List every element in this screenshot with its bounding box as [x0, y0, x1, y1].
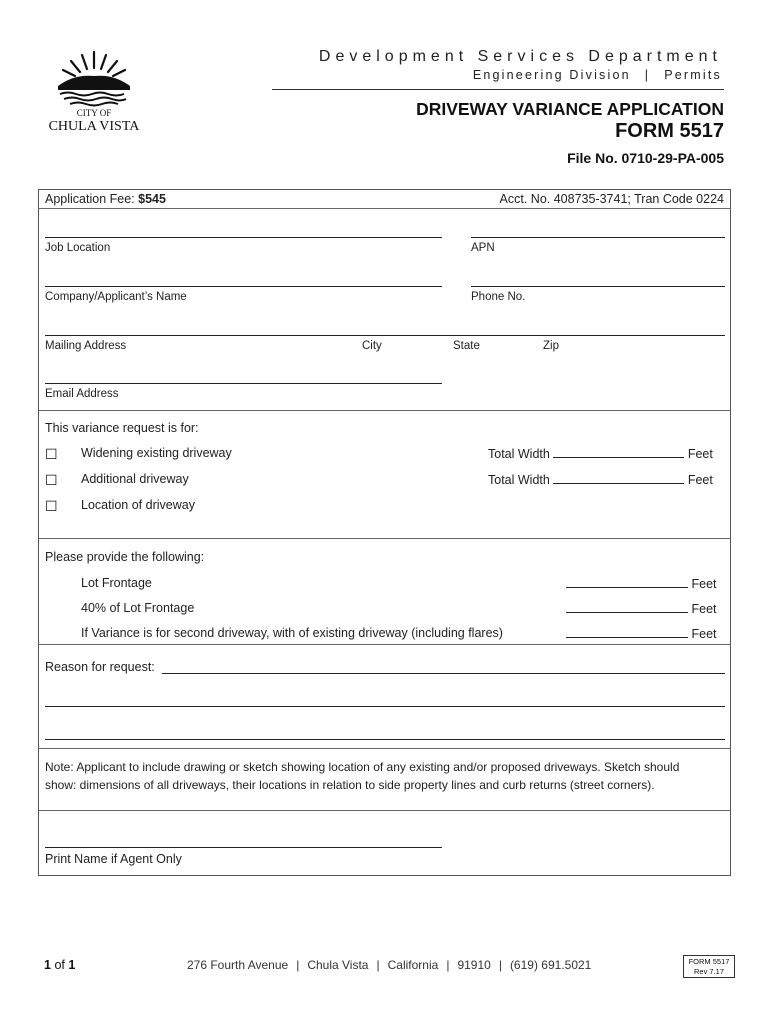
department-name: Development Services Department	[318, 48, 722, 65]
email-label: Email Address	[45, 388, 119, 400]
additional-label: Additional driveway	[81, 472, 189, 486]
forty-percent-label: 40% of Lot Frontage	[81, 601, 195, 615]
reason-label: Reason for request:	[45, 660, 155, 674]
widening-checkbox[interactable]: ☐	[45, 446, 58, 462]
phone-label: Phone No.	[471, 291, 526, 303]
address-sep: |	[498, 958, 502, 972]
provide-heading: Please provide the following:	[45, 550, 205, 564]
company-name-label: Company/Applicant’s Name	[45, 291, 187, 303]
second-driveway-unit: Feet	[691, 627, 717, 641]
location-checkbox[interactable]: ☐	[45, 498, 58, 514]
chula-vista-logo	[44, 44, 144, 134]
form-revision-box	[683, 955, 735, 978]
apn-label: APN	[471, 242, 495, 254]
address-state: California	[387, 958, 439, 972]
header-rule	[272, 89, 724, 90]
mailing-address-field[interactable]	[45, 335, 725, 336]
page-total: 1	[68, 958, 76, 972]
section-divider-2	[38, 538, 731, 539]
section-divider-5	[38, 810, 731, 811]
state-label: State	[453, 340, 480, 352]
address-zip: 91910	[457, 958, 491, 972]
additional-checkbox[interactable]: ☐	[45, 472, 58, 488]
waves-icon	[60, 93, 126, 106]
division-line	[473, 68, 722, 82]
fee-value: $545	[138, 192, 166, 206]
additional-total-width	[488, 472, 713, 487]
division-separator: |	[644, 68, 651, 82]
location-label: Location of driveway	[81, 498, 195, 512]
page-indicator	[44, 958, 75, 972]
reason-line-2[interactable]	[45, 706, 725, 707]
fee-divider	[38, 208, 731, 209]
sketch-note: Note: Applicant to include drawing or sketch showing location of any existing and/or proposed driveways. Sketch should show: dimensions of all driveways, their locations in relation to side property lines and curb returns (street corners).	[45, 760, 680, 792]
form-number: FORM 5517	[615, 120, 724, 142]
permits-label: Permits	[664, 68, 722, 82]
reason-line-3[interactable]	[45, 739, 725, 740]
form-box-number: FORM 5517	[688, 957, 730, 966]
lot-frontage-value	[566, 576, 717, 591]
company-name-field[interactable]	[45, 286, 442, 287]
division-name: Engineering Division	[472, 68, 631, 82]
additional-width-field[interactable]	[553, 472, 684, 484]
apn-field[interactable]	[471, 237, 725, 238]
additional-total-width-label: Total Width	[488, 473, 550, 487]
address-phone: (619) 691.5021	[509, 958, 592, 972]
lot-frontage-unit: Feet	[691, 577, 717, 591]
page-of: of	[54, 958, 65, 972]
lot-frontage-field[interactable]	[566, 576, 688, 588]
reason-line-1[interactable]	[162, 673, 725, 674]
widening-label: Widening existing driveway	[81, 446, 232, 460]
second-driveway-value	[566, 626, 717, 641]
second-driveway-field[interactable]	[566, 626, 688, 638]
section-divider-3	[38, 644, 731, 645]
section-divider-4	[38, 748, 731, 749]
widening-unit: Feet	[687, 447, 713, 461]
sun-icon	[63, 52, 125, 76]
job-location-field[interactable]	[45, 237, 442, 238]
form-box-revision: Rev 7.17	[693, 967, 725, 976]
additional-unit: Feet	[687, 473, 713, 487]
footer-address	[187, 958, 591, 972]
hills-icon	[58, 76, 130, 90]
form-title: DRIVEWAY VARIANCE APPLICATION	[416, 99, 724, 119]
address-street: 276 Fourth Avenue	[187, 958, 289, 972]
address-sep: |	[296, 958, 300, 972]
mailing-address-label: Mailing Address	[45, 340, 127, 352]
city-label: City	[362, 340, 382, 352]
phone-field[interactable]	[471, 286, 725, 287]
lot-frontage-label: Lot Frontage	[81, 576, 152, 590]
widening-total-width	[488, 446, 713, 461]
forty-percent-value	[566, 601, 717, 616]
widening-width-field[interactable]	[553, 446, 684, 458]
email-field[interactable]	[45, 383, 442, 384]
file-number: File No. 0710-29-PA-005	[567, 150, 724, 166]
section-divider-1	[38, 410, 731, 411]
fee-label: Application Fee:	[45, 192, 135, 206]
account-number: Acct. No. 408735-3741; Tran Code 0224	[499, 192, 724, 206]
forty-percent-unit: Feet	[691, 602, 717, 616]
job-location-label: Job Location	[45, 242, 111, 254]
address-sep: |	[446, 958, 450, 972]
widening-total-width-label: Total Width	[488, 447, 550, 461]
application-fee	[45, 192, 166, 206]
zip-label: Zip	[543, 340, 559, 352]
agent-name-label: Print Name if Agent Only	[45, 852, 182, 866]
agent-name-field[interactable]	[45, 847, 442, 848]
second-driveway-label: If Variance is for second driveway, with of existing driveway (including flares)	[81, 626, 503, 640]
address-sep: |	[376, 958, 380, 972]
address-city: Chula Vista	[307, 958, 369, 972]
logo-city-of: CITY OF	[76, 108, 112, 118]
variance-heading: This variance request is for:	[45, 421, 199, 435]
logo-chula-vista: CHULA VISTA	[48, 119, 140, 134]
page-current: 1	[44, 958, 51, 972]
forty-percent-field[interactable]	[566, 601, 688, 613]
